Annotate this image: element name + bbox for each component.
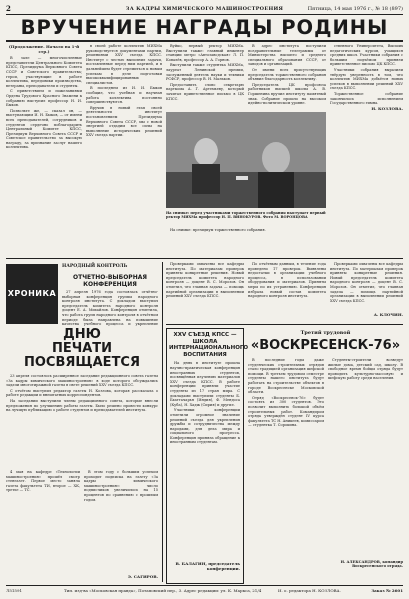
article-paragraph: В последние годы даже студенческих строительных отрядов стало традицией организация шефской помощи. В третьем трудовом семестре студенты нашего института будут работать на строительстве объектов в городе Воскресенске Московской области.: [248, 358, 324, 395]
article-paragraph: Торжественное собрание закончилось исполнением Государственного гимна.: [330, 91, 403, 106]
page-number: 2: [6, 4, 11, 13]
article-paragraph: В адрес института поступили поздравительные телеграммы от Министерства высшего и среднего специального образования СССР, от заводов и организаций.: [248, 44, 326, 67]
lead-column: [6, 44, 82, 256]
article-paragraph: Отряд «Воскресенск-76» будет состоять из 300 студентов. Это позволит выполнить большой объём строительных работ. Командиром отряда утверждён студент IV курса факультета ТС Н. Аникеев, комиссаром — студентка Т. Сорокина.: [248, 395, 324, 428]
issue-date: Пятница, 14 мая 1976 г., № 18 (897): [307, 6, 403, 12]
article-paragraph: С отчётом выступил редактор газеты Н. Козлова, которая рассказала о работе редакции и внештатных корреспондентов.: [6, 388, 158, 398]
article-paragraph: 23 апреля состоялось расширенное заседание редакционного совета газеты «За кадры химического машиностроения» в ходе которого обсуждались задачи многотиражной газеты в свете решений XXV съезда КПСС.: [6, 374, 158, 388]
article-column-2: [86, 44, 162, 256]
kontrol-kicker: НАРОДНЫЙ КОНТРОЛЬ: [62, 264, 128, 269]
press-day-body: [6, 374, 158, 468]
kontrol-body: [62, 290, 158, 326]
article-paragraph: Выступили также студентка МИХМа, лауреат Ленинской премии, заслуженный деятель науки и техники РСФСР, профессор В. Н. Мальков.: [166, 63, 244, 82]
vosk-kicker: Третий трудовой: [300, 330, 351, 336]
article-paragraph: в своей работе коллектив МИХМа руководствуется документами партии, решениями XXV съезда КПСС. Институт с честью выполнил задачи, поставленные перед ним партией, и в дальнейшем будет стремиться к новым успехам в деле подготовки высококвалифицированных специалистов.: [86, 44, 162, 85]
press-day-title: ДНЮ ПЕЧАТИ ПОСВЯЩАЕТСЯ: [24, 327, 140, 370]
article-column-5: [330, 44, 403, 256]
editor-credit: И. о. редактора Н. КОЗЛОВА.: [278, 588, 341, 593]
article-paragraph: На днях в институте прошла научно-практическая конференция иностранных студентов, посвящённая изучению материалов XXV съезда КПСС. В работе конференции приняли участие студенты из 17 стран мира. С докладами выступили студенты Б. Бхаттачарья (Индия), Ф. Мендоса (Куба), Н. Хадж (Сирия) и другие.: [170, 361, 240, 407]
article-paragraph: Проверками охвачены все кафедры института. По материалам проверок приняты конкретные решения. Новый председатель комитета народного контроля — доцент В. С. Морозов. Он отметил, что главная задача — помощь партийной организации в выполнении решений XXV съезда КПСС.: [330, 262, 403, 303]
vosk-title: «ВОСКРЕСЕНСК-76»: [250, 338, 401, 353]
article-signature: Н. КОЗЛОВА.: [371, 105, 403, 111]
photo-credit: Фото М. ВОРОНЦОВА: [262, 215, 308, 220]
photo2-caption: На снимке: президиум торжественного собрания.: [170, 228, 266, 232]
press-day-col-b: [84, 470, 158, 574]
article-paragraph: 27 апреля 1976 года состоялась отчётно-выборная конференция группы народного контроля института. С докладом выступил председатель комитета народного контроля доцент Е. А. Михайлов. Конференция отметила, что работа групп народного контроля в отчётном периоде была направлена на повышение качества учебного процесса и укрепление: [62, 290, 158, 326]
order-number: Заказ № 2601: [371, 588, 403, 593]
congress-box: [166, 328, 249, 584]
section-divider: [6, 258, 403, 259]
article-paragraph: В последнем из И. И. Быков сообщил, что учебная и научная работа коллектива постоянно совершенствуются.: [86, 86, 162, 105]
kontrol-continued-2: [248, 262, 326, 320]
press-day-signature: Э. САГИРОВ.: [127, 574, 158, 579]
lead-paragraph: В зале — многочисленные представители Центрального Комитета КПСС, Президиума Верховного Совета СССР и Советского правительства; герои, участвующие в работе коллектива, передовики производства, ветераны, преподаватели и студенты.: [6, 56, 82, 88]
article-column-3: [166, 44, 244, 108]
main-headline: ВРУЧЕНИЕ НАГРАДЫ РОДИНЫ: [6, 16, 403, 42]
article-paragraph: Предоставить слово секретарю парткома А. Г. Артемьеву, который зачитал приветственное письмо в ЦК КПСС.: [166, 82, 244, 101]
section-divider: [166, 324, 403, 325]
congress-signature: В. БАЛАГИН, председатель конференции.: [175, 561, 240, 572]
press-day-col-a: [6, 470, 80, 582]
article-paragraph: 4 мая на кафедре «Технологии машиностроения» прошёл смотр стенгазет. Первое место заняла газета факультета ТИ, второе — ХК, третье — ТС.: [6, 470, 80, 493]
lead-paragraph: Позвольте же, — сказал он, — выступающим И. Н. Быков, — от имени всех преподавателей, сотрудников и студентов сердечно поблагодарить Центральный Комитет КПСС, Президиум Верховного Совета СССР и Советское правительство за высокую награду, за признание заслуг нашего коллектива.: [6, 108, 82, 150]
kontrol-signature: А. КЛОЧИН.: [373, 312, 403, 317]
article-paragraph: В этом году с большим успехом проходит подписка на газету «За кадры химического машиностроения»: число подписчиков увеличилось на 15 процентов по сравнению с прошлым годом.: [84, 470, 158, 502]
article-paragraph: По отчётным данным, в течение года проведено 17 проверок. Выявлены недостатки в организации учебного процесса, в использовании оборудования и материалов. Приняты меры по их устранению. Конференция избрала новый состав комитета народного контроля института.: [248, 262, 326, 299]
congress-body: [167, 361, 243, 561]
vosk-col-b: [328, 358, 403, 558]
article-paragraph: От имени всех присутствующих председатель торжественного собрания объявил благодарность коллективу.: [248, 67, 326, 82]
print-code: Л51591: [6, 588, 23, 593]
column-rule: [162, 262, 163, 582]
article-paragraph: Вручив в новый этап своей деятельности институт постановлением Президиума Верховного Совета СССР, мы с новой энергией отдадим все силы на выполнение исторических решений XXV съезда партии.: [86, 105, 162, 138]
page-footer: [6, 585, 403, 596]
chronicle-badge: ХРОНИКА: [6, 264, 58, 324]
vosk-signature: Н. АЛЕКСАНДРОВ, командир Воскресенского отряда.: [340, 560, 403, 569]
printer-info: Тип. изд-ва «Московская правда», Потаповский пер., 3. Адрес редакции: ул. К. Маркса, 21/4: [64, 588, 262, 593]
lead-paragraph: С приветствием и пожеланиями Ордена Трудового Красного Знамени к собранию выступил профессор Н. И. Быков.: [6, 89, 82, 108]
photo-rector-speech-image: [166, 112, 326, 208]
article-paragraph: На заседании выступили члены редакционного совета, которые внесли предложения по улучшению работы газеты. Было решено провести конкурс на лучшую публикацию о работе студентов и преподавателей института.: [6, 398, 158, 413]
congress-title: XXV СЪЕЗД КПСС — ШКОЛА ИНТЕРНАЦИОНАЛЬНОГО ВОСПИТАНИЯ: [169, 332, 249, 358]
article-paragraph: Студенты-строители возведут жилые дома, детский сад, школу. В свободное время бойцы отряда будут проводить культурно-массовую и шефскую работу среди населения.: [328, 358, 403, 381]
kontrol-continued: [166, 262, 244, 320]
kontrol-title: ОТЧЕТНО-ВЫБОРНАЯ КОНФЕРЕНЦИЯ: [73, 274, 147, 288]
article-paragraph: Вуйко, первый ректор МИХМа. Выступили также: главный инженер станции метро «Автозаводская» Л. П. Ковалёв, профессор А. А. Горнов.: [166, 44, 244, 62]
article-paragraph: Участники собрания выразили твёрдую уверенность в том, что коллектив МИХМа добьётся новых успехов в выполнении решений XXV съезда КПСС.: [330, 67, 403, 91]
page-header: [6, 4, 403, 15]
vosk-col-a: [248, 358, 324, 568]
kontrol-continued-3: [330, 262, 403, 312]
photo2-caption-area: [166, 228, 326, 256]
article-paragraph: ственного Университета, Высших педагогических курсов, учащихся средних школ. Участники собрания с большим подъёмом приняли приветственное письмо ЦК КПСС.: [330, 44, 403, 67]
lead-subtitle: (Продолжение. Начало на 1-й стр.): [8, 44, 80, 54]
article-paragraph: Проверками охвачены все кафедры института. По материалам проверок приняты конкретные решения. Новый председатель комитета народного контроля — доцент В. С. Морозов. Он отметил, что главная задача — помощь партийной организации в выполнении решений XXV съезда КПСС.: [166, 262, 244, 299]
article-paragraph: Участники конференции отметили огромное значение решений съезда для укрепления дружбы и сотрудничества между народами, для дела мира и социального прогресса. Конференция приняла обращение к иностранным студентам.: [170, 408, 240, 445]
article-column-4: [248, 44, 326, 108]
article-paragraph: Председатель ЦК профсоюза работников высшей школы А. В. Горшенина вручил институту памятный знак. Собрание прошло на высоком идейно-политическом уровне.: [248, 82, 326, 106]
photo-rector-speech: [166, 112, 326, 208]
paper-title: ЗА КАДРЫ ХИМИЧЕСКОГО МАШИНОСТРОЕНИЯ: [125, 6, 284, 12]
photo1-caption: На снимке: перед участниками торжественного собрания выступает первый ректор МИХМа профессор Н. П. ВИНОКУРОВ. Фото М. ВОРОНЦОВА: [166, 211, 326, 220]
